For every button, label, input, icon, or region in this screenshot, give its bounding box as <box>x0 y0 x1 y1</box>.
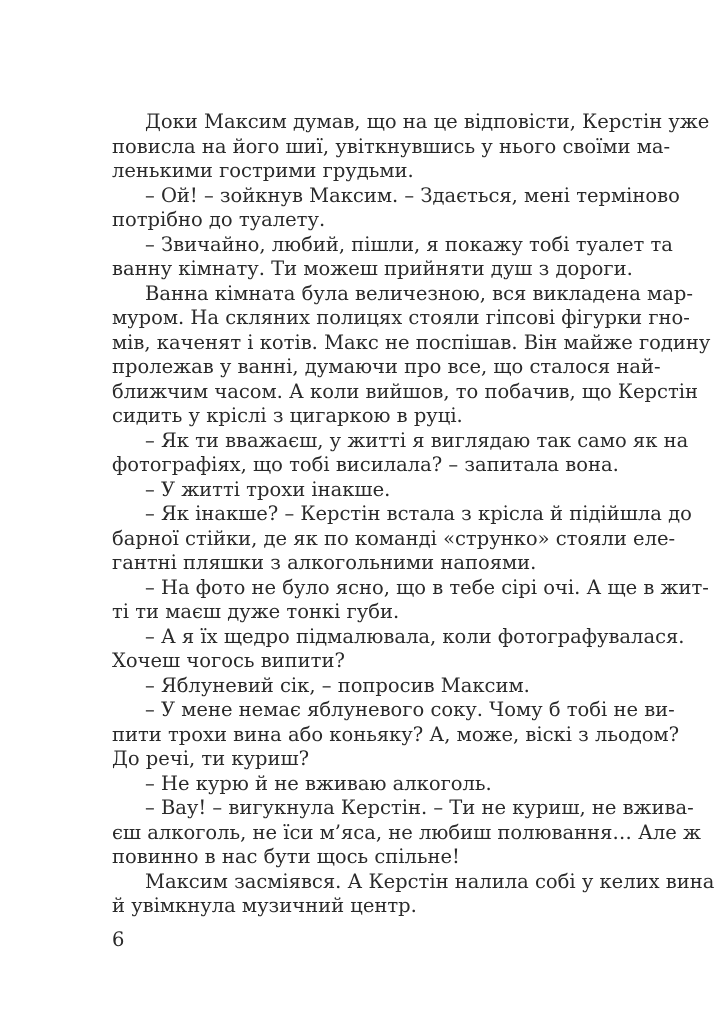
text-line: ближчим часом. А коли вийшов, то побачив, що Керстін <box>112 379 698 403</box>
text-line: – Ой! – зойкнув Максим. – Здається, мені терміново <box>145 183 680 207</box>
text-line: потрібно до туалету. <box>112 208 326 231</box>
text-line: сидить у кріслі з цигаркою в руці. <box>112 404 463 427</box>
text-line: Ванна кімната була величезною, вся викладена мар- <box>145 281 693 305</box>
text-line: повисла на його шиї, увіткнувшись у нього своїми ма- <box>112 134 671 158</box>
text-line: – А я їх щедро підмалювала, коли фотографувалася. <box>145 624 685 648</box>
text-line: – Як інакше? – Керстін встала з крісла й підійшла до <box>145 502 692 525</box>
text-line: повинно в нас бути щось спільне! <box>112 845 460 868</box>
text-line: – Як ти вважаєш, у житті я виглядаю так само як на <box>145 428 689 452</box>
text-line: пити трохи вина або коньяку? А, може, віскі з льодом? <box>112 722 680 746</box>
text-line: єш алкоголь, не їси м’яса, не любиш полювання… Але ж <box>112 820 701 844</box>
text-line: фотографіях, що тобі висилала? – запитала вона. <box>112 453 619 476</box>
text-line: Доки Максим думав, що на це відповісти, Керстін уже <box>145 110 710 133</box>
text-line: – Яблуневий сік, – попросив Максим. <box>145 673 530 697</box>
text-line: муром. На скляних полицях стояли гіпсові фігурки гно- <box>112 306 690 329</box>
text-line: й увімкнула музичний центр. <box>112 894 417 917</box>
text-line: – Вау! – вигукнула Керстін. – Ти не куриш, не вжива- <box>145 796 694 819</box>
text-line: ті ти маєш дуже тонкі губи. <box>112 600 400 623</box>
text-line: – У житті трохи інакше. <box>145 477 391 501</box>
text-line: барної стійки, де як по команді «струнко» стояли еле- <box>112 526 676 550</box>
text-line: Хочеш чогось випити? <box>112 649 345 672</box>
text-line: ленькими гострими грудьми. <box>112 159 414 182</box>
text-line: ванну кімнату. Ти можеш прийняти душ з дороги. <box>112 257 633 280</box>
text-line: До речі, ти куриш? <box>112 747 310 770</box>
text-line: гантні пляшки з алкогольними напоями. <box>112 551 537 574</box>
page-number: 6 <box>112 928 125 951</box>
text-line: – На фото не було ясно, що в тебе сірі очі. А ще в жит- <box>145 575 709 599</box>
body-text <box>112 110 715 919</box>
text-line: – Звичайно, любий, пішли, я покажу тобі туалет та <box>145 232 673 256</box>
text-line: Максим засміявся. А Керстін налила собі у келих вина <box>145 869 715 893</box>
text-line: – У мене немає яблуневого соку. Чому б тобі не ви- <box>145 698 675 721</box>
text-line: мів, каченят і котів. Макс не поспішав. Він майже годину <box>112 330 711 354</box>
text-line: пролежав у ванні, думаючи про все, що сталося най- <box>112 355 661 378</box>
text-line: – Не курю й не вживаю алкоголь. <box>145 771 492 795</box>
